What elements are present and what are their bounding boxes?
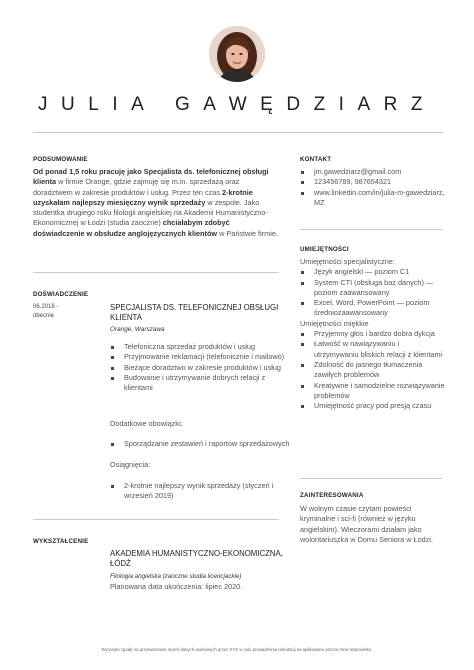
contact-phone[interactable]: 123456789, 987654321 [300, 177, 450, 187]
duty-item: Bieżące doradztwo w zakresie produktów i usług [110, 363, 290, 373]
experience-title: DOŚWIADCZENIE [33, 291, 89, 298]
duty-item: Telefoniczna sprzedaż produktów i usług [110, 342, 290, 352]
job-title: SPECJALISTA DS. TELEFONICZNEJ OBSŁUGI KLIENTA [110, 303, 279, 322]
skill-item: Umiejętność pracy pod presją czasu [300, 401, 445, 411]
extra-duty-item: Sporządzanie zestawień i raportów sprzedażowych [110, 439, 290, 449]
soft-skills-label: Umiejętności miękkie [300, 318, 369, 328]
spec-skills-label: Umiejętności specjalistyczne: [300, 257, 395, 266]
study-field: Filologia angielska (zaoczne studia licencjackie) [110, 573, 242, 580]
candidate-name: JULIA GAWĘDZIARZ [38, 94, 436, 115]
skills-divider [300, 478, 442, 479]
duties-list [110, 342, 290, 393]
company: Orange, Warszawa [110, 326, 165, 333]
skills-block [300, 257, 445, 411]
duty-item: Budowanie i utrzymywanie dobrych relacji z klientami [110, 373, 290, 394]
education-title: WYKSZTAŁCENIE [33, 538, 89, 545]
school-name: AKADEMIA HUMANISTYCZNO-EKONOMICZNA, ŁÓDŹ [110, 549, 283, 568]
interests-text: W wolnym czasie czytam powieści kryminalne i sci-fi (również w języku angielskim). Wieczorami działam jako wolontariuszka w Domu Seniora w Łodzi. [300, 504, 434, 544]
experience-divider [33, 519, 279, 520]
summary-title: PODSUMOWANIE [33, 156, 88, 163]
achievement-item: 2-krotnie najlepszy wynik sprzedaży (styczeń i wrzesień 2019) [110, 481, 290, 502]
gdpr-consent: Wyrażam zgodę na przetwarzanie moich danych osobowych przez XYZ w celu prowadzenia rekrutacji na aplikowane przeze mnie stanowisko. [101, 647, 373, 652]
contact-list [300, 167, 450, 208]
contact-divider [300, 229, 442, 230]
skill-item: Łatwość w nawiązywaniu i utrzymywaniu bliskich relacji z klientami [300, 339, 445, 360]
achievements-label: Osiągnięcia: [110, 460, 151, 469]
duty-item: Przyjmowanie reklamacji (telefonicznie i mailowo) [110, 352, 290, 362]
skills-title: UMIEJĘTNOŚCI [300, 246, 349, 253]
skill-item: Zdolność do jasnego tłumaczenia zawiłych problemów [300, 360, 445, 381]
extra-duties-list [110, 439, 290, 449]
skill-item: System CTI (obsługa baz danych) — poziom zaawansowany [300, 278, 445, 299]
contact-email[interactable]: jm.gawedziarz@gmail.com [300, 167, 450, 177]
summary-text: Od ponad 1,5 roku pracuję jako Specjalista ds. telefonicznej obsługi klienta w firmie Orange, gdzie zajmuję się m.in. sprzedażą oraz doradztwem w zakresie produktów i usług. Przez ten czas 2-krotnie uzyskałam najlepszy miesięczny wynik sprzedaży w zespole. Jako studentka drugiego roku filologii angielskiej na Akademii Humanistyczno-Ekonomicznej w Łodzi (studia zaoczne) chciałabym zdobyć doświadczenie w obsłudze anglojęzycznych klientów w Państwie firmie. [33, 167, 278, 238]
contact-title: KONTAKT [300, 156, 332, 163]
achievements-list [110, 481, 290, 502]
header-divider [33, 132, 443, 133]
summary-divider [33, 272, 279, 273]
extra-duties-label: Dodatkowe obowiązki: [110, 419, 183, 428]
contact-linkedin[interactable]: www.linkedin.com/in/julia-m-gawedziarz, MZ [300, 188, 450, 209]
graduation-date: Planowana data ukończenia: lipiec 2020. [110, 582, 243, 591]
skill-item: Język angielski — poziom C1 [300, 267, 445, 277]
interests-title: ZAINTERESOWANIA [300, 492, 364, 499]
skill-item: Excel, Word, PowerPoint — poziom średniozaawansowany [300, 298, 445, 319]
skill-item: Kreatywne i samodzielne rozwiązywanie problemów [300, 381, 445, 402]
skill-item: Przyjemny głos i bardzo dobra dykcja [300, 329, 445, 339]
profile-photo [209, 26, 265, 82]
experience-dates: 06.2018 - obecnie [33, 304, 59, 319]
